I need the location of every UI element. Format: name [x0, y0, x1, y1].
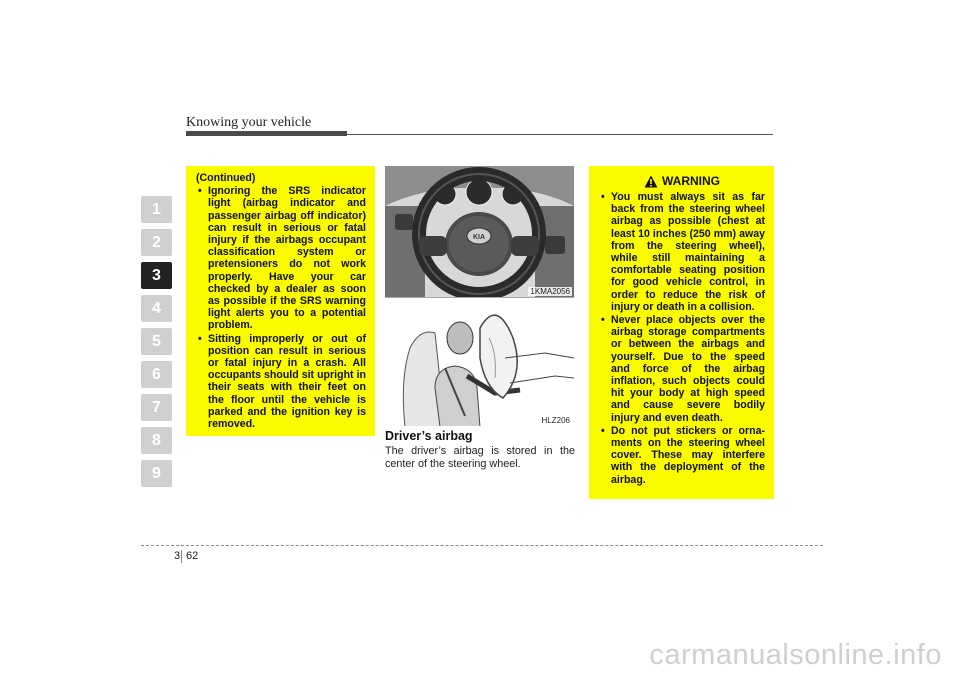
continued-label: (Continued) [196, 172, 256, 184]
airbag-deployment-figure [385, 297, 574, 426]
footer-chapter-number: 3 [174, 550, 181, 562]
header-rule-thick [186, 131, 347, 136]
chapter-tab-9[interactable]: 9 [141, 460, 172, 487]
warning-heading-text: WARNING [662, 174, 720, 189]
footer-divider [141, 545, 823, 546]
footer-separator [181, 550, 182, 563]
steering-wheel-illustration [385, 166, 574, 297]
chapter-tab-3[interactable]: 3 [141, 262, 172, 289]
list-item: • Ignoring the SRS indicator light (airbag indicator and passenger airbag off indicator) can result in serious or fatal injury if the airbags occupant classification system or pretensioners do not work properly. Have your car checked by a dealer as soon as possible if the SRS warning light alerts you to a potential problem. [196, 185, 366, 331]
chapter-tab-8[interactable]: 8 [141, 427, 172, 454]
warning-triangle-icon [644, 175, 658, 188]
list-item: • You must always sit as far back from the steering wheel airbag as possible (chest at least 10 inches (250 mm) away from the steering wheel), while still maintaining a comfortable seating position for good vehicle control, in order to reduce the risk of injury or death in a collision. [599, 191, 765, 313]
footer-page-number: 62 [186, 550, 199, 562]
warning-list [599, 191, 765, 486]
chapter-tabs [141, 196, 172, 493]
chapter-tab-6[interactable]: 6 [141, 361, 172, 388]
continued-warning-list [196, 185, 366, 430]
svg-text:KIA: KIA [472, 234, 486, 241]
section-title: Driver’s airbag [385, 429, 473, 443]
continued-warning-box [186, 166, 375, 436]
warning-heading [599, 175, 765, 188]
airbag-deployment-illustration [385, 298, 574, 426]
watermark: carmanualsonline.info [649, 639, 942, 671]
chapter-tab-1[interactable]: 1 [141, 196, 172, 223]
chapter-tab-2[interactable]: 2 [141, 229, 172, 256]
list-item: • Never place objects over the airbag storage compartments or between the airbags and yourself. Due to the speed and force of the airbag inflation, such objects could hit your body at high speed and cause severe bodily injury and even death. [599, 314, 765, 424]
figure-code-label: HLZ206 [541, 416, 570, 425]
chapter-tab-4[interactable]: 4 [141, 295, 172, 322]
chapter-tab-7[interactable]: 7 [141, 394, 172, 421]
section-body: The driver’s airbag is stored in the center of the steering wheel. [385, 445, 575, 470]
figure-code-label: 1KMA2056 [530, 287, 570, 296]
page-header-title: Knowing your vehicle [186, 115, 312, 130]
header-rule-thin [347, 134, 773, 135]
list-item: • Sitting improperly or out of position can result in serious or fatal injury in a crash. All occupants should sit upright in their seats with their feet on the floor until the vehicle is parked and the ignition key is removed. [196, 333, 366, 431]
chapter-tab-5[interactable]: 5 [141, 328, 172, 355]
steering-wheel-figure [385, 166, 574, 297]
list-item: • Do not put stickers or ornaments on the steering wheel cover. These may interfere with the deployment of the airbag. [599, 425, 765, 486]
warning-box [589, 166, 774, 499]
